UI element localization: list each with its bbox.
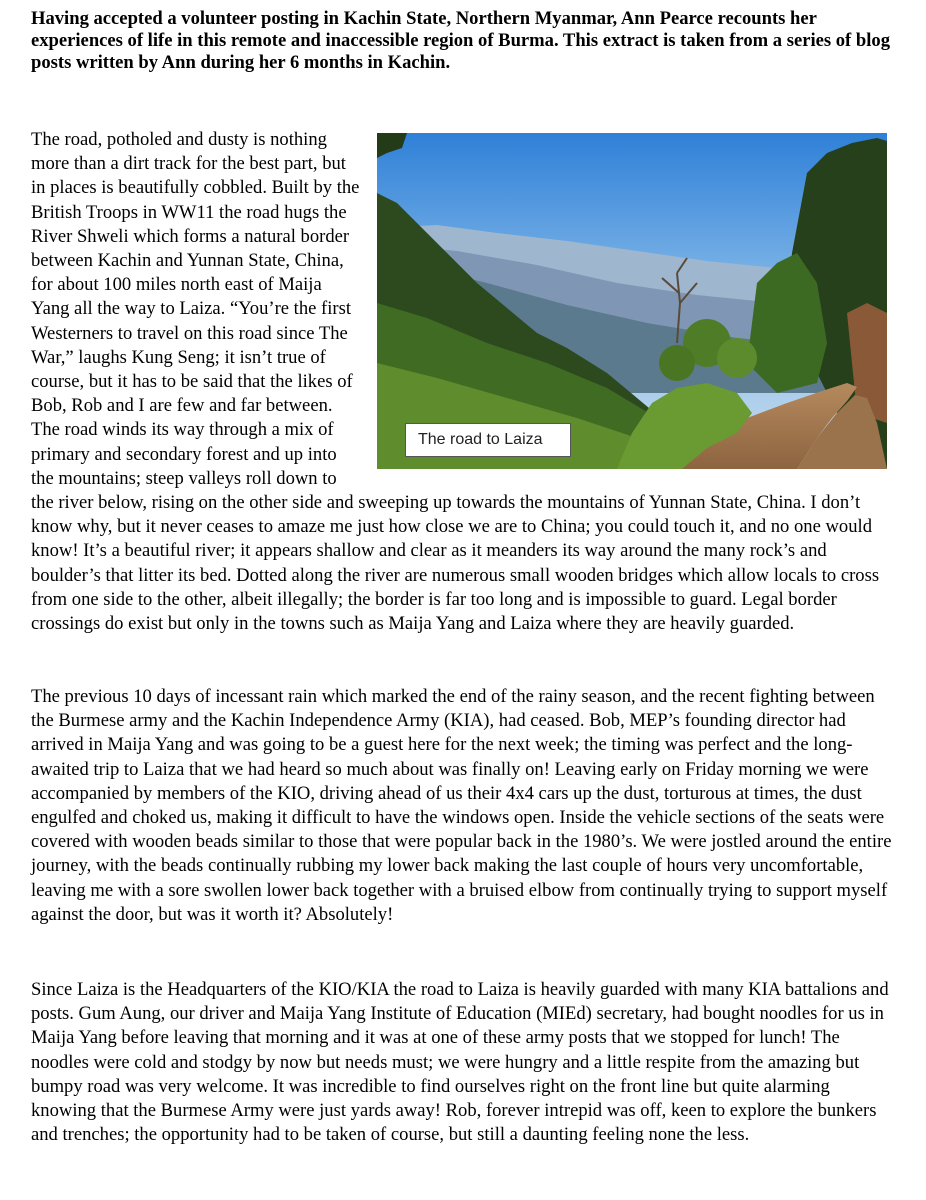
body-paragraph-3: Since Laiza is the Headquarters of the KIO/KIA the road to Laiza is heavily guarded with many KIA battalions and posts. Gum Aung, our driver and Maija Yang Institute of Education (MIEd) secretary, had bought noodles for us in Maija Yang before leaving that morning and it was at one of these army posts that we stopped for lunch! The noodles were cold and stodgy by now but needs must; we were hungry and a little respite from the amazing but bumpy road was very welcome. It was incredible to find ourselves right on the front line but quite alarming knowing that the Burmese Army were just yards away! Rob, forever intrepid was off, keen to explore the bunkers and trenches; the opportunity had to be taken of course, but still a daunting feeling none the less. — [31, 979, 889, 1146]
body-paragraph-1 — [31, 128, 893, 636]
body-paragraph-2: The previous 10 days of incessant rain which marked the end of the rainy season, and the recent fighting between the Burmese army and the Kachin Independence Army (KIA), had ceased. Bob, MEP’s founding director had arrived in Maija Yang and was going to be a guest here for the next week; the timing was perfect and the long-awaited trip to Laiza that we had heard so much about was finally on! Leaving early on Friday morning we were accompanied by members of the KIO, driving ahead of us their 4x4 cars up the dust, torturous at times, the dust engulfed and choked us, making it difficult to have the windows open. Inside the vehicle sections of the seats were covered with wooden beads similar to those that were popular back in the 1980’s. We were jostled around the entire journey, with the beads continually rubbing my lower back making the last couple of hours very uncomfortable, leaving me with a sore swollen lower back together with a bruised elbow from continually trying to support myself against the door, but was it worth it? Absolutely! — [31, 686, 892, 925]
road-photo — [377, 133, 887, 469]
intro-paragraph: Having accepted a volunteer posting in Kachin State, Northern Myanmar, Ann Pearce recounts her experiences of life in this remote and inaccessible region of Burma. This extract is taken from a series of blog posts written by Ann during her 6 months in Kachin. — [31, 8, 890, 73]
road-landscape-image — [377, 133, 887, 469]
photo-caption: The road to Laiza — [405, 423, 571, 457]
body-paragraph-1-text: The road, potholed and dusty is nothing more than a dirt track for the best part, but in places is beautifully cobbled. Built by the British Troops in WW11 the road hugs the River Shweli which forms a natural border between Kachin and Yunnan State, China, for about 100 miles north east of Maija Yang all the way to Laiza. “You’re the first Westerners to travel on this road since The War,” laughs Kung Seng; it isn’t true of course, but it has to be said that the likes of Bob, Rob and I are few and far between. The road winds its way through a mix of primary and secondary forest and up into the mountains; steep valleys roll down to the river below, rising on the other side and sweeping up towards the mountains of Yunnan State, China. I don’t know why, but it never ceases to amaze me just how close we are to China; you could touch it, and no one would know! It’s a beautiful river; it appears shallow and clear as it meanders its way around the many rock’s and boulder’s that litter its bed. Dotted along the river are numerous small wooden bridges which allow locals to cross from one side to the other, albeit illegally; the border is far too long and is impossible to guard. Legal border crossings do exist but only in the towns such as Maija Yang and Laiza where they are heavily guarded. — [31, 129, 880, 635]
